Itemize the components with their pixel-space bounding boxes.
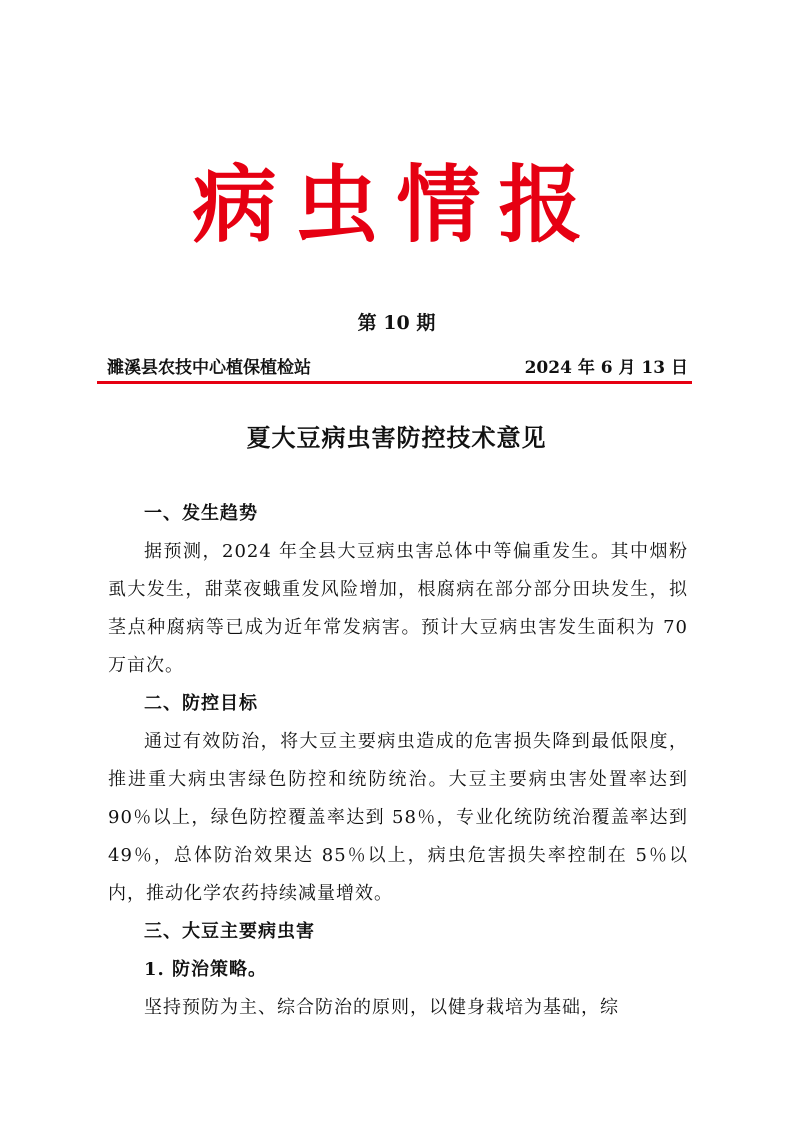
- issue-number: 第 10 期: [357, 312, 436, 334]
- document-body: [108, 495, 688, 1027]
- issuing-organization: 濉溪县农技中心植保植检站: [107, 358, 311, 378]
- masthead-title: 病虫情报: [192, 156, 601, 254]
- section-heading-goal: 二、防控目标: [144, 693, 258, 714]
- document-title: 夏大豆病虫害防控技术意见: [246, 423, 547, 452]
- paragraph-goal: 通过有效防治，将大豆主要病虫造成的危害损失降到最低限度，推进重大病虫害绿色防控和统防统治。大豆主要病虫害处置率达到 90％以上，绿色防控覆盖率达到 58％，专业化统防统治覆盖率达到 49％，总体防治效果达 85％以上，病虫危害损失率控制在 5％以内，推动化学农药持续减量增效。: [108, 731, 688, 904]
- issue-info-line: [107, 354, 688, 382]
- red-divider-rule: [97, 381, 692, 384]
- issue-date: 2024 年 6 月 13 日: [524, 358, 688, 378]
- subheading-strategy: 1. 防治策略。: [144, 959, 268, 980]
- paragraph-strategy: 坚持预防为主、综合防治的原则，以健身栽培为基础，综: [144, 997, 619, 1018]
- section-heading-pests: 三、大豆主要病虫害: [144, 921, 315, 942]
- paragraph-trend: 据预测，2024 年全县大豆病虫害总体中等偏重发生。其中烟粉虱大发生，甜菜夜蛾重发风险增加，根腐病在部分部分田块发生，拟茎点种腐病等已成为近年常发病害。预计大豆病虫害发生面积为 70 万亩次。: [108, 541, 688, 676]
- section-heading-trend: 一、发生趋势: [144, 503, 258, 524]
